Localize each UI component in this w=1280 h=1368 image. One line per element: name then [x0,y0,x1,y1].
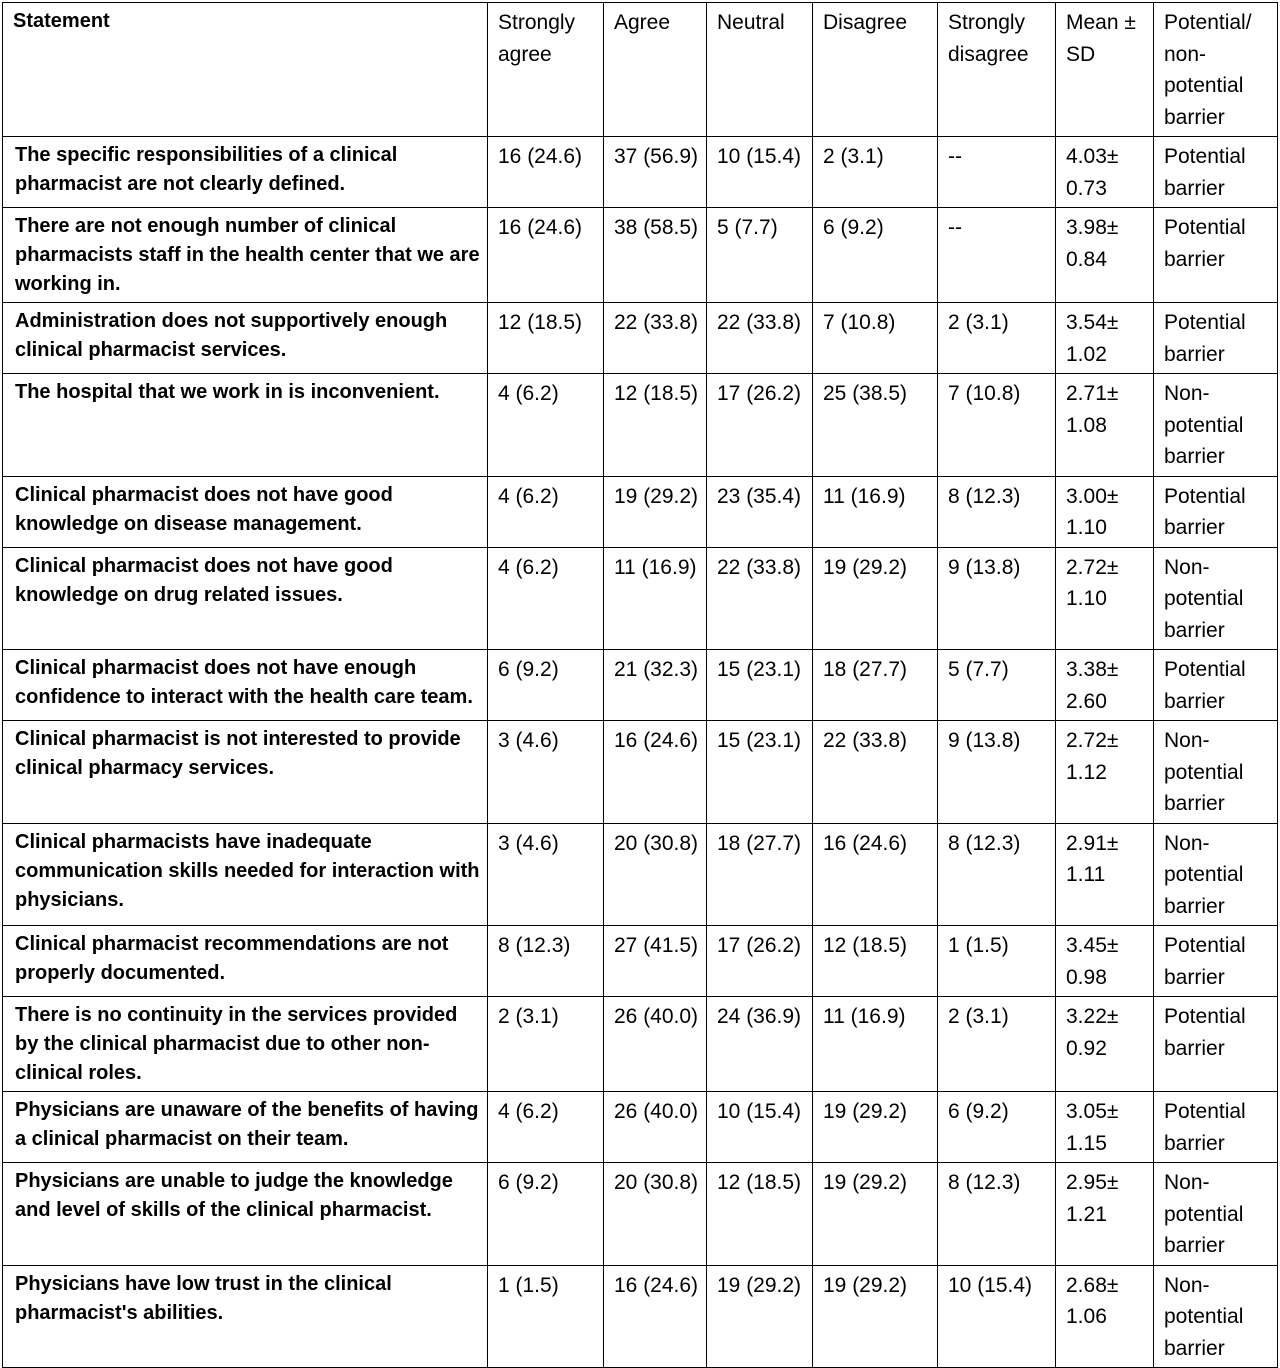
cell-disagree: 19 (29.2) [813,1265,938,1368]
cell-agree: 12 (18.5) [604,374,707,477]
cell-barrier-type: Non-potential barrier [1154,1265,1278,1368]
cell-disagree: 16 (24.6) [813,823,938,926]
barriers-table [2,2,1278,1368]
cell-strongly-disagree: 9 (13.8) [938,547,1056,650]
cell-statement: The hospital that we work in is inconvenient. [3,374,488,477]
cell-neutral: 12 (18.5) [707,1163,813,1266]
table-row [3,208,1278,303]
cell-statement: Administration does not supportively enough clinical pharmacist services. [3,303,488,374]
cell-statement: Clinical pharmacist recommendations are not properly documented. [3,926,488,997]
cell-mean-sd: 2.72± 1.10 [1056,547,1154,650]
cell-barrier-type: Potential barrier [1154,208,1278,303]
cell-strongly-agree: 6 (9.2) [488,650,604,721]
header-disagree: Disagree [813,3,938,137]
table-row [3,926,1278,997]
cell-barrier-type: Potential barrier [1154,1092,1278,1163]
cell-strongly-agree: 12 (18.5) [488,303,604,374]
cell-neutral: 17 (26.2) [707,926,813,997]
cell-neutral: 5 (7.7) [707,208,813,303]
cell-agree: 26 (40.0) [604,997,707,1092]
cell-strongly-disagree: 9 (13.8) [938,721,1056,824]
table-row [3,476,1278,547]
cell-agree: 27 (41.5) [604,926,707,997]
cell-agree: 19 (29.2) [604,476,707,547]
cell-strongly-disagree: 2 (3.1) [938,997,1056,1092]
table-body [3,137,1278,1368]
cell-statement: Clinical pharmacist does not have good knowledge on disease management. [3,476,488,547]
header-mean-sd: Mean ± SD [1056,3,1154,137]
cell-strongly-disagree: -- [938,208,1056,303]
table-row [3,650,1278,721]
cell-barrier-type: Non-potential barrier [1154,721,1278,824]
cell-mean-sd: 3.54± 1.02 [1056,303,1154,374]
table-row [3,303,1278,374]
cell-mean-sd: 3.98± 0.84 [1056,208,1154,303]
header-agree: Agree [604,3,707,137]
cell-disagree: 18 (27.7) [813,650,938,721]
cell-strongly-agree: 8 (12.3) [488,926,604,997]
table-row [3,823,1278,926]
header-barrier-type: Potential/ non-potential barrier [1154,3,1278,137]
cell-disagree: 19 (29.2) [813,547,938,650]
cell-agree: 26 (40.0) [604,1092,707,1163]
cell-neutral: 17 (26.2) [707,374,813,477]
table-row [3,374,1278,477]
cell-strongly-disagree: 10 (15.4) [938,1265,1056,1368]
cell-statement: There are not enough number of clinical pharmacists staff in the health center that we are working in. [3,208,488,303]
cell-disagree: 19 (29.2) [813,1163,938,1266]
cell-strongly-disagree: 8 (12.3) [938,1163,1056,1266]
cell-mean-sd: 3.00± 1.10 [1056,476,1154,547]
cell-disagree: 25 (38.5) [813,374,938,477]
cell-disagree: 11 (16.9) [813,997,938,1092]
header-strongly-disagree: Strongly disagree [938,3,1056,137]
table-row [3,137,1278,208]
cell-agree: 38 (58.5) [604,208,707,303]
cell-strongly-disagree: 2 (3.1) [938,303,1056,374]
cell-strongly-agree: 4 (6.2) [488,1092,604,1163]
cell-strongly-agree: 1 (1.5) [488,1265,604,1368]
cell-barrier-type: Non-potential barrier [1154,1163,1278,1266]
cell-disagree: 19 (29.2) [813,1092,938,1163]
cell-barrier-type: Non-potential barrier [1154,374,1278,477]
cell-strongly-disagree: 7 (10.8) [938,374,1056,477]
cell-mean-sd: 3.22± 0.92 [1056,997,1154,1092]
cell-neutral: 10 (15.4) [707,1092,813,1163]
cell-mean-sd: 3.45± 0.98 [1056,926,1154,997]
cell-strongly-agree: 3 (4.6) [488,823,604,926]
cell-strongly-agree: 2 (3.1) [488,997,604,1092]
cell-strongly-agree: 16 (24.6) [488,208,604,303]
header-neutral: Neutral [707,3,813,137]
cell-disagree: 7 (10.8) [813,303,938,374]
cell-strongly-agree: 6 (9.2) [488,1163,604,1266]
cell-disagree: 2 (3.1) [813,137,938,208]
table-row [3,1163,1278,1266]
cell-barrier-type: Potential barrier [1154,476,1278,547]
cell-neutral: 15 (23.1) [707,650,813,721]
cell-neutral: 18 (27.7) [707,823,813,926]
cell-strongly-agree: 4 (6.2) [488,547,604,650]
cell-mean-sd: 3.38± 2.60 [1056,650,1154,721]
cell-neutral: 23 (35.4) [707,476,813,547]
cell-mean-sd: 2.95± 1.21 [1056,1163,1154,1266]
cell-barrier-type: Potential barrier [1154,137,1278,208]
cell-strongly-disagree: 6 (9.2) [938,1092,1056,1163]
cell-mean-sd: 2.72± 1.12 [1056,721,1154,824]
cell-neutral: 19 (29.2) [707,1265,813,1368]
cell-neutral: 22 (33.8) [707,547,813,650]
cell-disagree: 6 (9.2) [813,208,938,303]
cell-barrier-type: Potential barrier [1154,303,1278,374]
cell-mean-sd: 3.05± 1.15 [1056,1092,1154,1163]
cell-agree: 16 (24.6) [604,721,707,824]
table-row [3,997,1278,1092]
cell-statement: Clinical pharmacist does not have good knowledge on drug related issues. [3,547,488,650]
cell-barrier-type: Potential barrier [1154,997,1278,1092]
cell-disagree: 11 (16.9) [813,476,938,547]
cell-statement: Physicians have low trust in the clinical pharmacist's abilities. [3,1265,488,1368]
cell-agree: 22 (33.8) [604,303,707,374]
cell-strongly-agree: 4 (6.2) [488,476,604,547]
cell-mean-sd: 2.71± 1.08 [1056,374,1154,477]
cell-statement: Physicians are unaware of the benefits of having a clinical pharmacist on their team. [3,1092,488,1163]
cell-strongly-disagree: 8 (12.3) [938,476,1056,547]
cell-neutral: 24 (36.9) [707,997,813,1092]
cell-agree: 21 (32.3) [604,650,707,721]
cell-agree: 11 (16.9) [604,547,707,650]
cell-strongly-disagree: 5 (7.7) [938,650,1056,721]
cell-strongly-disagree: 1 (1.5) [938,926,1056,997]
cell-mean-sd: 2.91± 1.11 [1056,823,1154,926]
cell-statement: Clinical pharmacists have inadequate communication skills needed for interaction with physicians. [3,823,488,926]
table-row [3,1265,1278,1368]
cell-statement: Physicians are unable to judge the knowledge and level of skills of the clinical pharmacist. [3,1163,488,1266]
cell-barrier-type: Non-potential barrier [1154,547,1278,650]
cell-barrier-type: Non-potential barrier [1154,823,1278,926]
cell-statement: There is no continuity in the services provided by the clinical pharmacist due to other non-clinical roles. [3,997,488,1092]
cell-mean-sd: 4.03± 0.73 [1056,137,1154,208]
table-header-row [3,3,1278,137]
cell-mean-sd: 2.68± 1.06 [1056,1265,1154,1368]
cell-strongly-agree: 3 (4.6) [488,721,604,824]
table-row [3,721,1278,824]
cell-agree: 37 (56.9) [604,137,707,208]
cell-agree: 20 (30.8) [604,1163,707,1266]
cell-disagree: 12 (18.5) [813,926,938,997]
cell-neutral: 22 (33.8) [707,303,813,374]
table-row [3,547,1278,650]
cell-barrier-type: Potential barrier [1154,926,1278,997]
cell-statement: Clinical pharmacist does not have enough confidence to interact with the health care team. [3,650,488,721]
cell-neutral: 10 (15.4) [707,137,813,208]
cell-agree: 16 (24.6) [604,1265,707,1368]
table-row [3,1092,1278,1163]
header-strongly-agree: Strongly agree [488,3,604,137]
cell-barrier-type: Potential barrier [1154,650,1278,721]
cell-strongly-agree: 4 (6.2) [488,374,604,477]
cell-statement: The specific responsibilities of a clinical pharmacist are not clearly defined. [3,137,488,208]
cell-strongly-agree: 16 (24.6) [488,137,604,208]
cell-strongly-disagree: -- [938,137,1056,208]
cell-agree: 20 (30.8) [604,823,707,926]
cell-disagree: 22 (33.8) [813,721,938,824]
cell-strongly-disagree: 8 (12.3) [938,823,1056,926]
cell-statement: Clinical pharmacist is not interested to provide clinical pharmacy services. [3,721,488,824]
header-statement: Statement [3,3,488,137]
cell-neutral: 15 (23.1) [707,721,813,824]
